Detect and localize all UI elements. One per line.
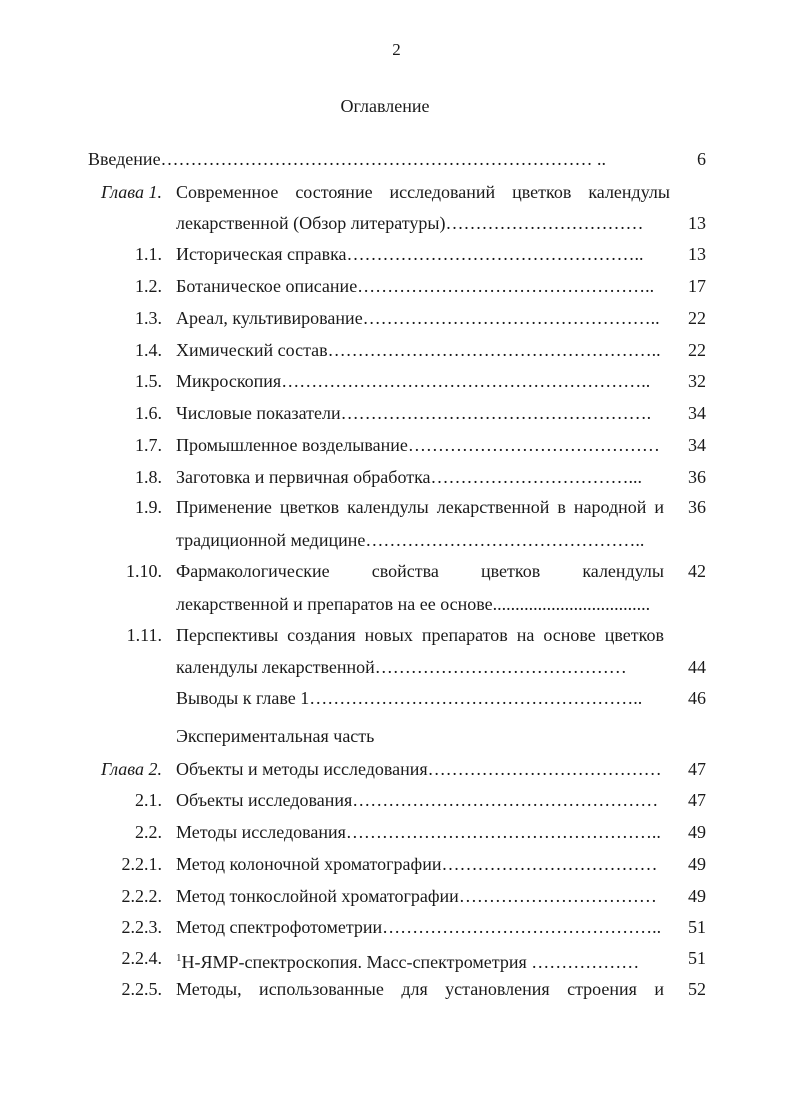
toc-entry-text: Заготовка и первичная обработка……………………………... xyxy=(176,467,643,487)
toc-entry-page: 52 xyxy=(688,979,706,999)
toc-entry-number: 2.2.1. xyxy=(121,854,162,874)
toc-entry-number: 1.10. xyxy=(126,561,162,581)
toc-entry-page: 49 xyxy=(688,854,706,874)
toc-entry-text: традиционной медицине……………………………………….. xyxy=(176,530,645,550)
toc-entry-text: Ботаническое описание………………………………………….. xyxy=(176,276,655,296)
toc-entry-text: Промышленное возделывание…………………………………… xyxy=(176,435,660,455)
toc-entry-number: 2.2. xyxy=(135,822,162,842)
toc-entry-text: Перспективы создания новых препаратов на основе цветков xyxy=(176,625,664,645)
toc-entry-text: Микроскопия…………………………………………………….. xyxy=(176,371,651,391)
toc-entry-text: лекарственной (Обзор литературы)…………………………… xyxy=(176,213,644,233)
toc-entry-text-body: Н-ЯМР-спектроскопия. Масс-спектрометрия ……………… xyxy=(181,952,640,972)
toc-entry-number: 1.4. xyxy=(135,340,162,360)
toc-entry-page: 42 xyxy=(688,561,706,581)
toc-entry-text: Объекты исследования…………………………………………… xyxy=(176,790,659,810)
toc-entry-page: 34 xyxy=(688,403,706,423)
toc-entry-text: Числовые показатели……………………………………………. xyxy=(176,403,652,423)
toc-entry-page: 51 xyxy=(688,948,706,968)
page-number: 2 xyxy=(392,40,401,59)
toc-entry-page: 47 xyxy=(688,790,706,810)
toc-entry-text: Метод спектрофотометрии……………………………………….. xyxy=(176,917,662,937)
toc-entry-page: 49 xyxy=(688,886,706,906)
toc-entry-page: 51 xyxy=(688,917,706,937)
toc-entry-text: Введение……………………………………………………………… .. xyxy=(88,149,607,169)
toc-entry-number: 2.2.4. xyxy=(121,948,162,968)
toc-entry-text: Объекты и методы исследования………………………………… xyxy=(176,759,662,779)
toc-section-heading: Экспериментальная часть xyxy=(176,726,375,746)
toc-entry-number: Глава 1. xyxy=(100,182,162,202)
toc-entry-page: 46 xyxy=(688,688,706,708)
superscript: 1 xyxy=(176,952,182,964)
toc-entry-text: Выводы к главе 1……………………………………………….. xyxy=(176,688,643,708)
toc-entry-text: Фармакологические свойства цветков календулы xyxy=(176,561,664,581)
toc-entry-text: Ареал, культивирование………………………………………….. xyxy=(176,308,660,328)
toc-entry-page: 6 xyxy=(697,149,706,169)
toc-entry-text: Применение цветков календулы лекарственной в народной и xyxy=(176,497,664,517)
toc-entry-text xyxy=(176,947,662,973)
toc-entry-number: 2.1. xyxy=(135,790,162,810)
toc-entry-page: 22 xyxy=(688,308,706,328)
toc-entry-number: 1.8. xyxy=(135,467,162,487)
toc-entry-number: 1.1. xyxy=(135,244,162,264)
toc-entry-text: Современное состояние исследований цветков календулы xyxy=(176,182,670,202)
toc-entry-text: календулы лекарственной…………………………………… xyxy=(176,657,627,677)
toc-entry-number: 1.6. xyxy=(135,403,162,423)
toc-entry-page: 22 xyxy=(688,340,706,360)
toc-entry-number: 1.2. xyxy=(135,276,162,296)
toc-entry-page: 17 xyxy=(688,276,706,296)
toc-entry-number: 2.2.3. xyxy=(121,917,162,937)
toc-entry-text: Историческая справка………………………………………….. xyxy=(176,244,644,264)
toc-entry-number: Глава 2. xyxy=(100,759,162,779)
toc-entry-page: 36 xyxy=(688,467,706,487)
toc-entry-number: 1.7. xyxy=(135,435,162,455)
toc-entry-page: 44 xyxy=(688,657,706,677)
toc-entry-page: 13 xyxy=(688,244,706,264)
toc-entry-page: 49 xyxy=(688,822,706,842)
toc-entry-text: Химический состав……………………………………………….. xyxy=(176,340,661,360)
toc-entry-number: 2.2.5. xyxy=(121,979,162,999)
toc-entry-text: Метод колоночной хроматографии……………………………… xyxy=(176,854,658,874)
toc-entry-number: 2.2.2. xyxy=(121,886,162,906)
toc-entry-page: 36 xyxy=(688,497,706,517)
page-title: Оглавление xyxy=(340,96,430,116)
toc-entry-number: 1.11. xyxy=(126,625,162,645)
toc-entry-text: Методы исследования…………………………………………….. xyxy=(176,822,661,842)
toc-entry-text: Метод тонкослойной хроматографии…………………………… xyxy=(176,886,657,906)
toc-entry-text: лекарственной и препаратов на ее основе................................... xyxy=(176,594,651,614)
toc-entry-page: 47 xyxy=(688,759,706,779)
toc-entry-number: 1.3. xyxy=(135,308,162,328)
toc-entry-text: Методы, использованные для установления строения и xyxy=(176,979,664,999)
toc-entry-number: 1.9. xyxy=(135,497,162,517)
toc-entry-page: 32 xyxy=(688,371,706,391)
toc-entry-number: 1.5. xyxy=(135,371,162,391)
toc-entry-page: 13 xyxy=(688,213,706,233)
toc-entry-page: 34 xyxy=(688,435,706,455)
